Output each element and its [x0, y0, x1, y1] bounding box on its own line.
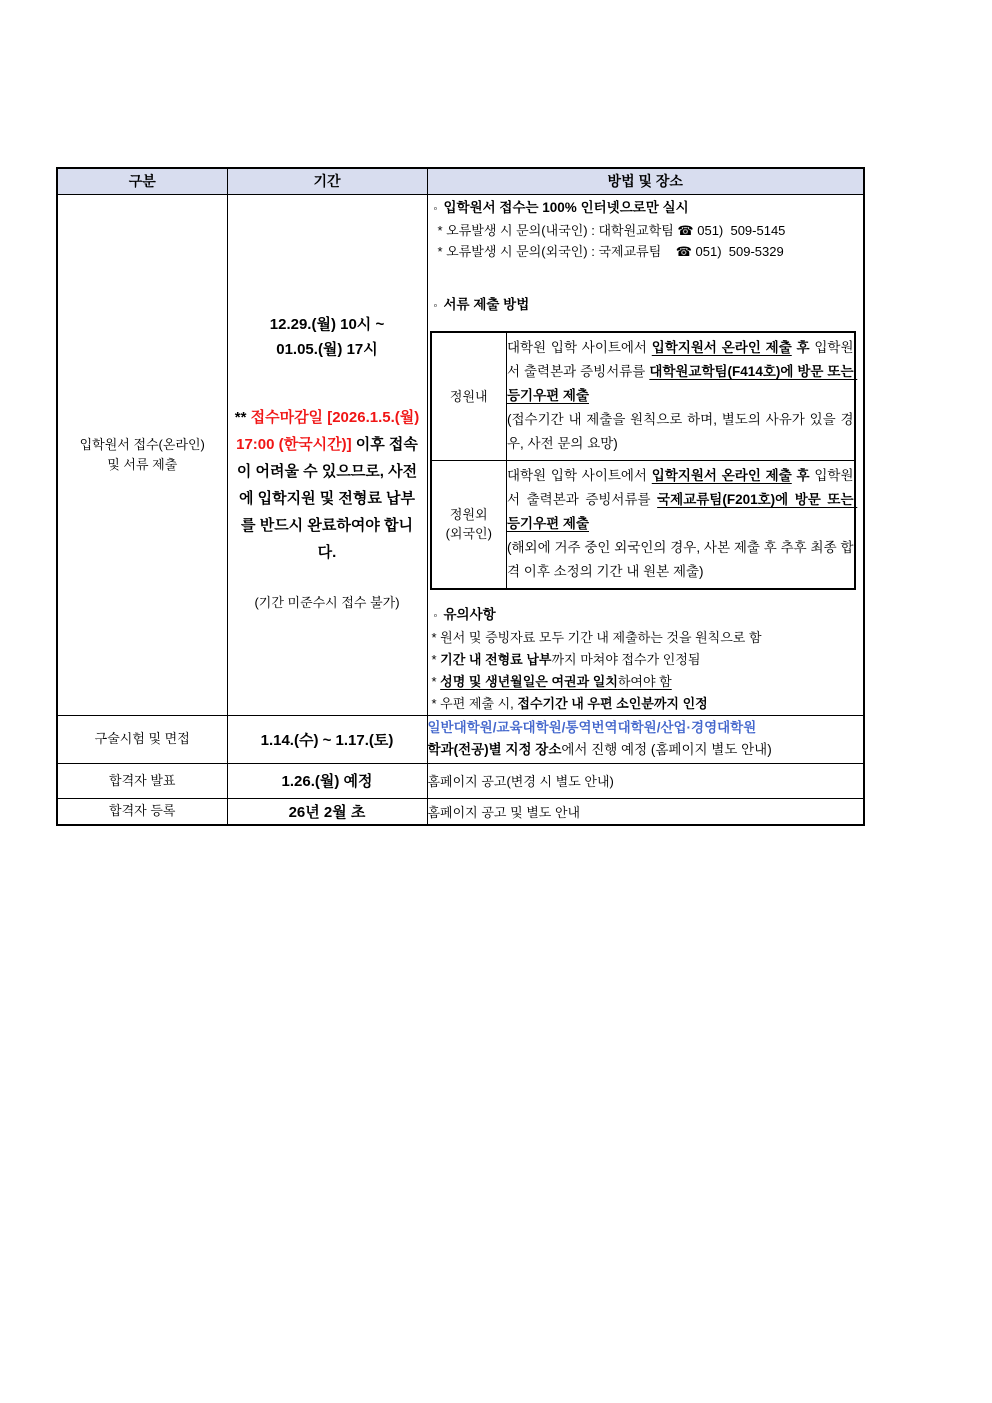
document-submission-bullet — [428, 294, 864, 317]
interview-method-cell — [427, 715, 864, 763]
warning-deadline-red-text: 접수마감일 [2026.1.5.(월) 17:00 (한국시간)] — [236, 409, 424, 453]
quota-outside-label-line1: 정원외 — [449, 507, 488, 522]
spacer — [428, 262, 864, 292]
application-category-line2: 및 서류 제출 — [107, 456, 178, 472]
row-application — [57, 194, 864, 715]
header-category: 구분 — [57, 168, 227, 194]
note3-underline-group — [440, 674, 672, 689]
registration-method: 홈페이지 공고 및 별도 안내 — [427, 798, 864, 825]
quota-inside-body — [507, 332, 858, 461]
admission-schedule-table — [56, 167, 865, 826]
document-submission-title: 서류 제출 방법 — [443, 296, 530, 312]
quota-outside-body — [507, 460, 858, 589]
announcement-method: 홈페이지 공고(변경 시 별도 안내) — [427, 763, 864, 798]
caution-note-2 — [428, 649, 864, 671]
submission-method-table — [430, 331, 856, 590]
row-registration — [57, 798, 864, 825]
contact-domestic: * 오류발생 시 문의(내국인) : 대학원교학팀 ☎ 051) 509-5145 — [437, 222, 786, 238]
caution-note-1: * 원서 및 증빙자료 모두 기간 내 제출하는 것을 원칙으로 함 — [431, 629, 762, 645]
interview-category: 구술시험 및 면접 — [57, 715, 227, 763]
spacer — [428, 590, 864, 602]
circle-bullet-icon: ◦ — [433, 609, 438, 622]
row-interview — [57, 715, 864, 763]
circle-bullet-icon: ◦ — [433, 299, 438, 312]
registration-category: 합격자 등록 — [57, 798, 227, 825]
circle-bullet-icon: ◦ — [433, 202, 438, 215]
internet-only-title: 입학원서 접수는 100% 인터넷으로만 실시 — [443, 199, 689, 215]
quota-outside-parenthetical: (해외에 거주 중인 외국인의 경우, 사본 제출 후 추후 최종 합격 이후 소정의 기간 내 원본 제출) — [507, 540, 854, 579]
quota-outside-label-line2: (외국인) — [445, 526, 492, 541]
quota-inside-office-submit: 대학원교학팀(F414호)에 방문 또는 등기우편 제출 — [507, 364, 858, 403]
announcement-category: 합격자 발표 — [57, 763, 227, 798]
registration-period: 26년 2월 초 — [288, 803, 366, 821]
cautions-title: 유의사항 — [443, 606, 496, 622]
interview-location-line — [428, 739, 864, 761]
quota-outside-after: 후 — [791, 468, 810, 483]
application-period-cell — [227, 194, 427, 715]
period-date-line1: 12.29.(월) 10시 ~ — [269, 316, 385, 333]
quota-outside-office-submit: 국제교류팀(F201호)에 방문 또는 등기우편 제출 — [507, 492, 858, 531]
interview-schools-line: 일반대학원/교육대학원/통역번역대학원/산업·경영대학원 — [427, 720, 757, 735]
row-quota-outside — [431, 460, 855, 589]
quota-outside-text2: 입학원서 출력본과 증빙서류를 — [507, 468, 854, 507]
application-category-line1: 입학원서 접수(온라인) — [79, 436, 205, 452]
application-method-cell — [427, 194, 864, 715]
deadline-warning — [228, 404, 427, 566]
quota-inside-text: 대학원 입학 사이트에서 — [507, 340, 652, 355]
note2-prefix: * — [431, 651, 441, 667]
quota-inside-after: 후 — [791, 340, 810, 355]
caution-note-3 — [428, 671, 864, 693]
interview-period: 1.14.(수) ~ 1.17.(토) — [260, 731, 394, 749]
note2-fee-bold: 기간 내 전형료 납부 — [440, 651, 552, 667]
caution-note-4 — [428, 693, 864, 715]
cautions-bullet — [428, 604, 864, 627]
period-footnote: (기간 미준수시 접수 불가) — [254, 595, 400, 610]
interview-location-bold: 학과(전공)별 지정 장소 — [427, 742, 562, 757]
application-period-stack — [228, 312, 427, 611]
note3-prefix: * — [431, 673, 441, 689]
warning-rest-text: 이후 접속이 어려울 수 있으므로, 사전에 입학지원 및 전형료 납부를 반드시 완료하여야 합니다. — [236, 436, 418, 561]
quota-inside-parenthetical: (접수기간 내 제출을 원칙으로 하며, 별도의 사유가 있을 경우, 사전 문의 요망) — [507, 412, 854, 451]
note3-passport-bold: 성명 및 생년월일은 여권과 일치 — [440, 673, 618, 689]
note2-rest: 까지 마쳐야 접수가 인정됨 — [551, 651, 701, 667]
table-header-row — [57, 168, 864, 194]
warning-prefix: ** — [234, 409, 251, 426]
quota-outside-online-submit: 입학지원서 온라인 제출 — [651, 468, 792, 483]
application-category-cell — [57, 194, 227, 715]
quota-inside-label: 정원내 — [431, 332, 507, 461]
internet-only-bullet — [428, 197, 864, 220]
row-announcement — [57, 763, 864, 798]
row-quota-inside — [431, 332, 855, 461]
interview-period-cell — [227, 715, 427, 763]
period-date-line2: 01.05.(월) 17시 — [276, 341, 378, 358]
note4-prefix: * 우편 제출 시, — [431, 695, 518, 711]
interview-location-rest: 에서 진행 예정 (홈페이지 별도 안내) — [561, 742, 772, 757]
note3-rest: 하여야 함 — [617, 673, 672, 689]
quota-inside-online-submit: 입학지원서 온라인 제출 — [651, 340, 792, 355]
application-period-dates — [270, 312, 384, 362]
quota-outside-text: 대학원 입학 사이트에서 — [507, 468, 652, 483]
note4-postmark-bold: 접수기간 내 우편 소인분까지 인정 — [517, 695, 708, 711]
header-period: 기간 — [227, 168, 427, 194]
header-method: 방법 및 장소 — [427, 168, 864, 194]
registration-period-cell — [227, 798, 427, 825]
announcement-period: 1.26.(월) 예정 — [281, 773, 373, 790]
announcement-period-cell — [227, 763, 427, 798]
spacer — [428, 317, 864, 327]
quota-outside-label — [431, 460, 507, 589]
quota-inside-text2: 입학원서 출력본과 증빙서류를 — [507, 340, 854, 379]
contact-foreign: * 오류발생 시 문의(외국인) : 국제교류팀 ☎ 051) 509-5329 — [437, 243, 784, 259]
